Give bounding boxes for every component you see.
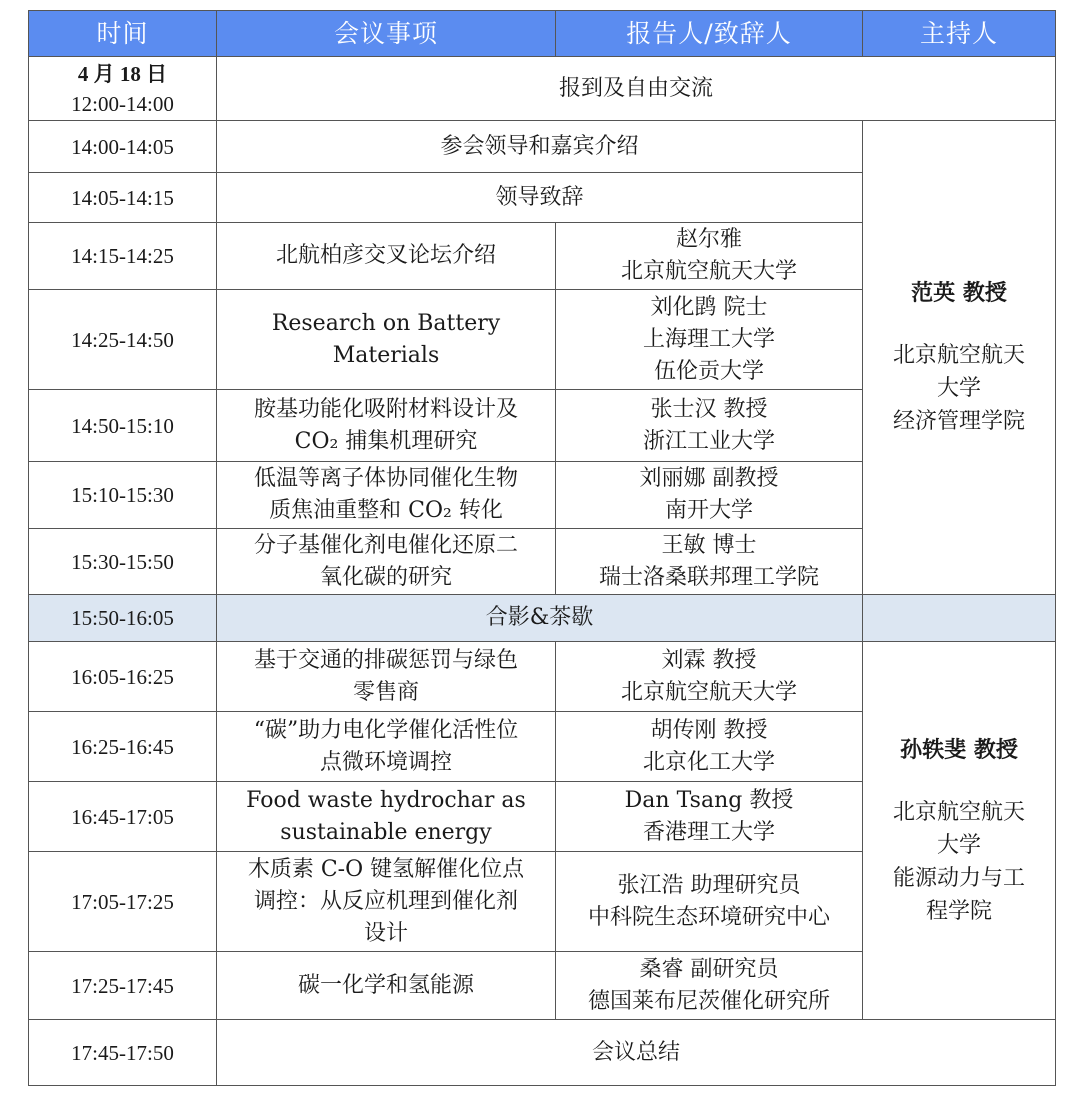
item-cell-line: sustainable energy bbox=[280, 819, 492, 845]
speaker-cell-line: 胡传刚 教授 bbox=[650, 717, 768, 743]
speaker-cell-line: 赵尔雅 bbox=[675, 227, 742, 252]
item-cell-line: “碳”助力电化学催化活性位 bbox=[253, 717, 519, 743]
item-cell-line: 胺基功能化吸附材料设计及 bbox=[253, 396, 518, 422]
item-cell-line: 零售商 bbox=[352, 679, 419, 705]
item-cell-line: 低温等离子体协同催化生物 bbox=[253, 466, 518, 491]
item-cell-line: CO₂ 捕集机理研究 bbox=[294, 428, 478, 454]
speaker-cell bbox=[556, 529, 863, 595]
header-item: 会议事项 bbox=[217, 11, 556, 57]
speaker-cell-line: 刘丽娜 副教授 bbox=[639, 466, 779, 491]
item-cell-line: 分子基催化剂电催化还原二 bbox=[253, 532, 518, 558]
header-speaker: 报告人/致辞人 bbox=[556, 11, 863, 57]
item-cell bbox=[217, 852, 556, 952]
time-cell: 14:00-14:05 bbox=[29, 121, 217, 173]
speaker-cell-line: 刘化鹍 院士 bbox=[650, 294, 768, 320]
header-time: 时间 bbox=[29, 11, 217, 57]
host-cell bbox=[863, 642, 1056, 1020]
host-spacer bbox=[869, 309, 1049, 339]
speaker-cell bbox=[556, 390, 863, 462]
speaker-cell-line: 北京化工大学 bbox=[642, 749, 775, 775]
item-cell bbox=[217, 952, 556, 1020]
speaker-cell-line: 南开大学 bbox=[664, 498, 753, 523]
speaker-cell bbox=[556, 462, 863, 529]
registration-item: 报到及自由交流 bbox=[217, 57, 1056, 121]
speaker-cell-line: Dan Tsang 教授 bbox=[624, 787, 794, 813]
registration-row bbox=[29, 57, 1056, 121]
closing-time: 17:45-17:50 bbox=[29, 1020, 217, 1086]
speaker-cell-line: 北京航空航天大学 bbox=[620, 259, 797, 284]
break-item: 合影&茶歇 bbox=[217, 595, 863, 642]
closing-row bbox=[29, 1020, 1056, 1086]
host-institution-line: 经济管理学院 bbox=[892, 409, 1025, 434]
speaker-cell-line: 上海理工大学 bbox=[642, 326, 775, 352]
item-cell bbox=[217, 642, 556, 712]
host-name: 范英 教授 bbox=[911, 280, 1007, 306]
time-cell: 14:15-14:25 bbox=[29, 223, 217, 290]
item-cell bbox=[217, 712, 556, 782]
registration-time-cell bbox=[29, 57, 217, 121]
time-cell: 16:25-16:45 bbox=[29, 712, 217, 782]
speaker-cell bbox=[556, 952, 863, 1020]
item-cell bbox=[217, 462, 556, 529]
date-label: 4 月 18 日 bbox=[77, 61, 168, 86]
host-institution-line: 北京航空航天 bbox=[892, 343, 1025, 368]
speaker-cell bbox=[556, 642, 863, 712]
schedule-row bbox=[29, 121, 1056, 173]
time-cell: 16:45-17:05 bbox=[29, 782, 217, 852]
break-host-empty bbox=[863, 595, 1056, 642]
host-name: 孙轶斐 教授 bbox=[900, 736, 1018, 763]
time-cell: 15:30-15:50 bbox=[29, 529, 217, 595]
host-cell bbox=[863, 121, 1056, 595]
time-cell: 16:05-16:25 bbox=[29, 642, 217, 712]
host-institution-line: 程学院 bbox=[925, 898, 992, 924]
speaker-cell-line: 浙江工业大学 bbox=[642, 428, 775, 454]
speaker-cell-line: 香港理工大学 bbox=[642, 819, 775, 845]
closing-item: 会议总结 bbox=[217, 1020, 1056, 1086]
header-host: 主持人 bbox=[863, 11, 1056, 57]
time-cell: 17:05-17:25 bbox=[29, 852, 217, 952]
speaker-cell-line: 北京航空航天大学 bbox=[620, 679, 797, 705]
speaker-cell-line: 瑞士洛桑联邦理工学院 bbox=[598, 564, 819, 590]
host-institution-line: 北京航空航天 bbox=[892, 799, 1025, 825]
item-cell: 参会领导和嘉宾介绍 bbox=[217, 121, 863, 173]
speaker-cell-line: 中科院生态环境研究中心 bbox=[587, 904, 830, 930]
item-cell-line: 设计 bbox=[363, 920, 408, 946]
item-cell-line: 点微环境调控 bbox=[319, 749, 452, 775]
host-spacer bbox=[869, 766, 1049, 796]
break-row bbox=[29, 595, 1056, 642]
speaker-cell bbox=[556, 712, 863, 782]
item-cell-line: 基于交通的排碳惩罚与绿色 bbox=[253, 647, 518, 673]
item-cell-line: 氧化碳的研究 bbox=[319, 564, 452, 590]
item-cell-line: 质焦油重整和 CO₂ 转化 bbox=[269, 498, 503, 523]
speaker-cell-line: 桑睿 副研究员 bbox=[639, 956, 779, 982]
item-cell bbox=[217, 390, 556, 462]
item-cell bbox=[217, 529, 556, 595]
item-cell-line: Research on Battery Materials bbox=[271, 310, 501, 368]
break-time: 15:50-16:05 bbox=[29, 595, 217, 642]
schedule-row bbox=[29, 642, 1056, 712]
item-cell: 领导致辞 bbox=[217, 173, 863, 223]
item-cell-line: 碳一化学和氢能源 bbox=[297, 972, 474, 998]
item-cell-line: 北航柏彦交叉论坛介绍 bbox=[275, 243, 496, 268]
speaker-cell-line: 王敏 博士 bbox=[661, 532, 757, 558]
header-row bbox=[29, 11, 1056, 57]
schedule-table bbox=[28, 10, 1056, 1086]
registration-time: 12:00-14:00 bbox=[71, 91, 174, 116]
time-cell: 14:25-14:50 bbox=[29, 290, 217, 390]
host-institution-line: 大学 bbox=[936, 832, 981, 858]
item-cell-line: Food waste hydrochar as bbox=[246, 787, 526, 813]
speaker-cell bbox=[556, 852, 863, 952]
speaker-cell-line: 张江浩 助理研究员 bbox=[617, 872, 801, 898]
time-cell: 14:05-14:15 bbox=[29, 173, 217, 223]
time-cell: 14:50-15:10 bbox=[29, 390, 217, 462]
speaker-cell bbox=[556, 782, 863, 852]
speaker-cell bbox=[556, 290, 863, 390]
host-institution-line: 大学 bbox=[936, 376, 981, 401]
item-cell-line: 木质素 C-O 键氢解催化位点 bbox=[247, 856, 525, 882]
item-cell bbox=[217, 782, 556, 852]
speaker-cell bbox=[556, 223, 863, 290]
speaker-cell-line: 伍伦贡大学 bbox=[653, 358, 764, 384]
time-cell: 15:10-15:30 bbox=[29, 462, 217, 529]
speaker-cell-line: 刘霖 教授 bbox=[661, 647, 757, 673]
time-cell: 17:25-17:45 bbox=[29, 952, 217, 1020]
item-cell bbox=[217, 223, 556, 290]
item-cell bbox=[217, 290, 556, 390]
item-cell-line: 调控：从反应机理到催化剂 bbox=[253, 888, 518, 914]
host-institution-line: 能源动力与工 bbox=[892, 865, 1025, 891]
speaker-cell-line: 德国莱布尼茨催化研究所 bbox=[587, 988, 830, 1014]
speaker-cell-line: 张士汉 教授 bbox=[650, 396, 768, 422]
